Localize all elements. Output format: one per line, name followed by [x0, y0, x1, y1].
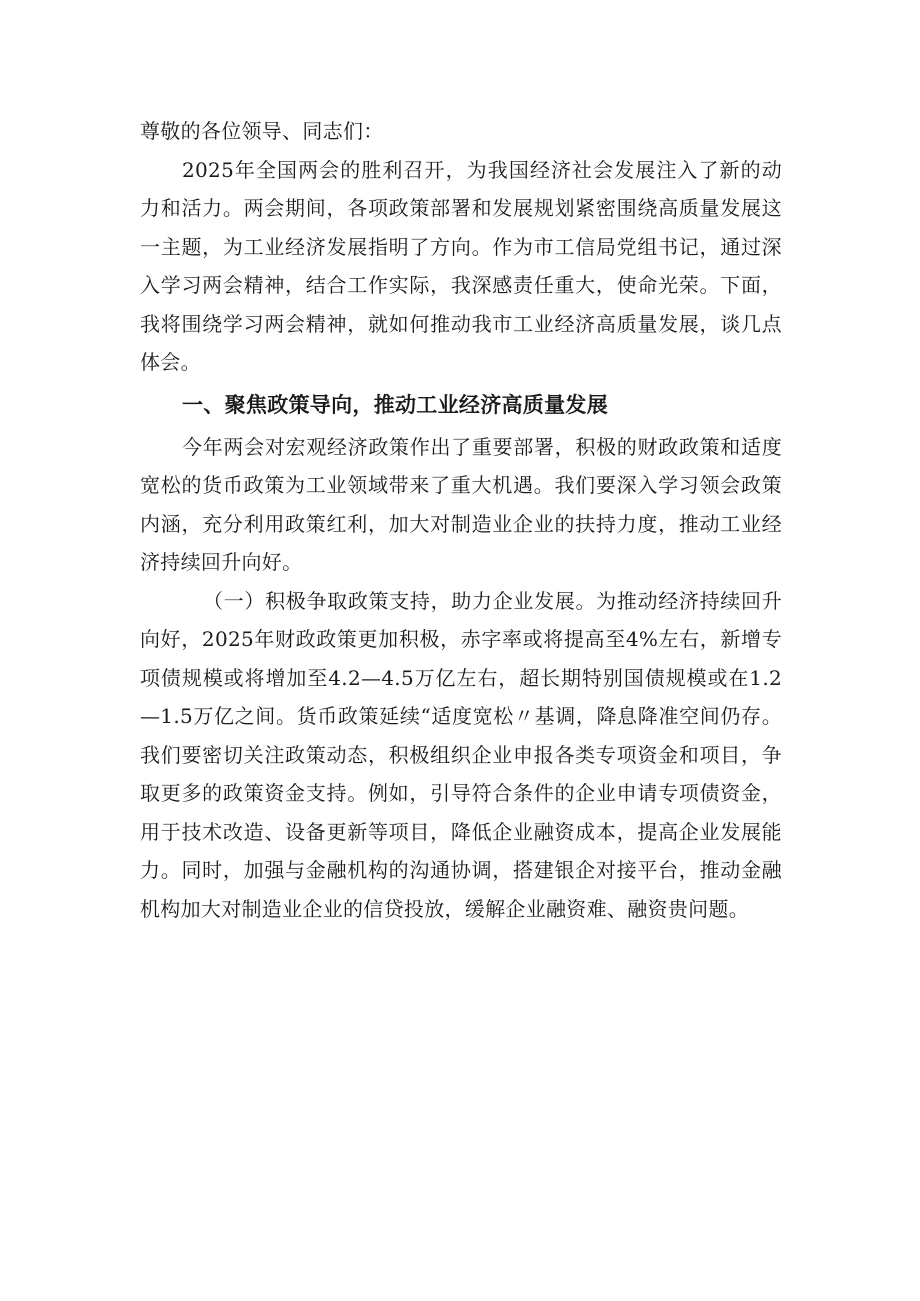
salutation: 尊敬的各位领导、同志们： [140, 119, 384, 143]
section-1-paragraph: 今年两会对宏观经济政策作出了重要部署，积极的财政政策和适度宽松的货币政策为工业领域带来了重大机遇。我们要深入学习领会政策内涵，充分利用政策红利，加大对制造业企业的扶持力度，推动工业经济持续回升向好。 [140, 434, 782, 574]
section-heading-1: 一、聚焦政策导向，推动工业经济高质量发展 [182, 392, 608, 417]
intro-paragraph: 2025年全国两会的胜利召开，为我国经济社会发展注入了新的动力和活力。两会期间，各项政策部署和发展规划紧密围绕高质量发展这一主题，为工业经济发展指明了方向。作为市工信局党组书记，通过深入学习两会精神，结合工作实际，我深感责任重大，使命光荣。下面，我将围绕学习两会精神，就如何推动我市工业经济高质量发展，谈几点体会。 [140, 157, 782, 374]
subsection-1-paragraph: （一）积极争取政策支持，助力企业发展。为推动经济持续回升向好，2025年财政政策更加积极，赤字率或将提高至4%左右，新增专项债规模或将增加至4.2—4.5万亿左右，超长期特别国债规模或在1.2—1.5万亿之间。货币政策延续“适度宽松〃基调，降息降准空间仍存。我们要密切关注政策动态，积极组织企业申报各类专项资金和项目，争取更多的政策资金支持。例如，引导符合条件的企业申请专项债资金，用于技术改造、设备更新等项目，降低企业融资成本，提高企业发展能力。同时，加强与金融机构的沟通协调，搭建银企对接平台，推动金融机构加大对制造业企业的信贷投放，缓解企业融资难、融资贵问题。 [140, 588, 782, 921]
document-body [140, 112, 782, 928]
